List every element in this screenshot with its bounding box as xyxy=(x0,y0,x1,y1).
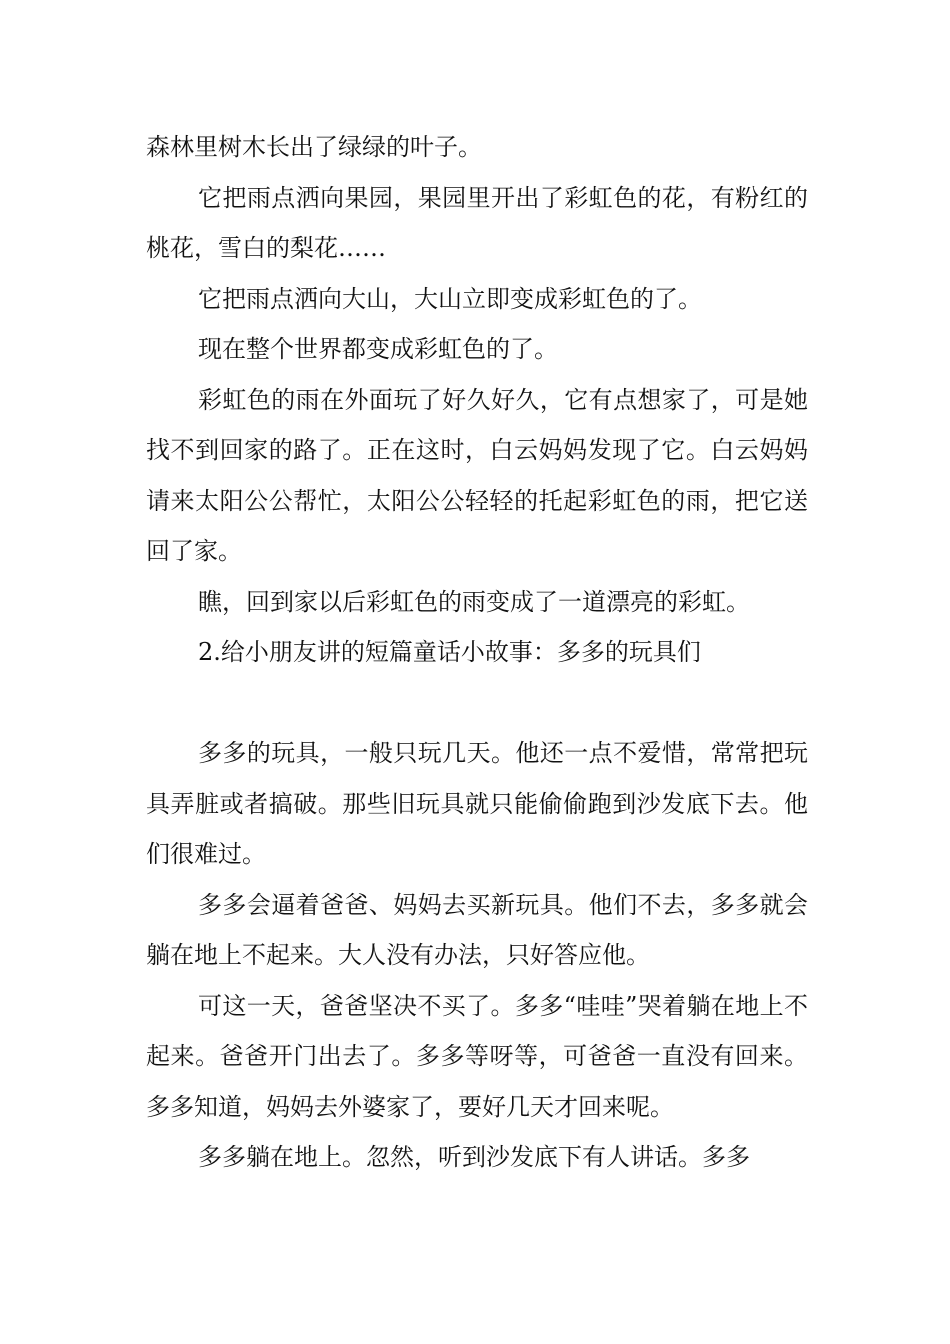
paragraph-whole-world: 现在整个世界都变成彩虹色的了。 xyxy=(198,335,558,363)
paragraph-forest-leaves: 森林里树木长出了绿绿的叶子。 xyxy=(146,133,482,161)
paragraph-father-refuses: 可这一天，爸爸坚决不买了。多多“哇哇”哭着躺在地上不起来。爸爸开门出去了。多多等呀等，可爸爸一直没有回来。多多知道，妈妈去外婆家了，要好几天才回来呢。 xyxy=(146,991,808,1121)
story-heading: 2.给小朋友讲的短篇童话小故事：多多的玩具们 xyxy=(198,638,701,666)
paragraph-toys-intro: 多多的玩具，一般只玩几天。他还一点不爱惜，常常把玩具弄脏或者搞破。那些旧玩具就只能偷偷跑到沙发底下去。他们很难过。 xyxy=(146,739,808,868)
blank-line xyxy=(146,678,808,729)
paragraph-mountain: 它把雨点洒向大山，大山立即变成彩虹色的了。 xyxy=(198,284,702,313)
paragraph-orchard: 它把雨点洒向果园，果园里开出了彩虹色的花，有粉红的桃花，雪白的梨花…… xyxy=(146,183,808,262)
paragraph-rainbow: 瞧，回到家以后彩虹色的雨变成了一道漂亮的彩虹。 xyxy=(198,587,750,616)
paragraph-rain-goes-home: 彩虹色的雨在外面玩了好久好久，它有点想家了，可是她找不到回家的路了。正在这时，白云妈妈发现了它。白云妈妈请来太阳公公帮忙，太阳公公轻轻的托起彩虹色的雨，把它送回了家。 xyxy=(146,385,808,565)
document-page xyxy=(146,122,808,1183)
paragraph-voices-under-sofa: 多多躺在地上。忽然，听到沙发底下有人讲话。多多 xyxy=(198,1143,750,1171)
paragraph-new-toys: 多多会逼着爸爸、妈妈去买新玩具。他们不去，多多就会躺在地上不起来。大人没有办法，只好答应他。 xyxy=(146,890,808,969)
